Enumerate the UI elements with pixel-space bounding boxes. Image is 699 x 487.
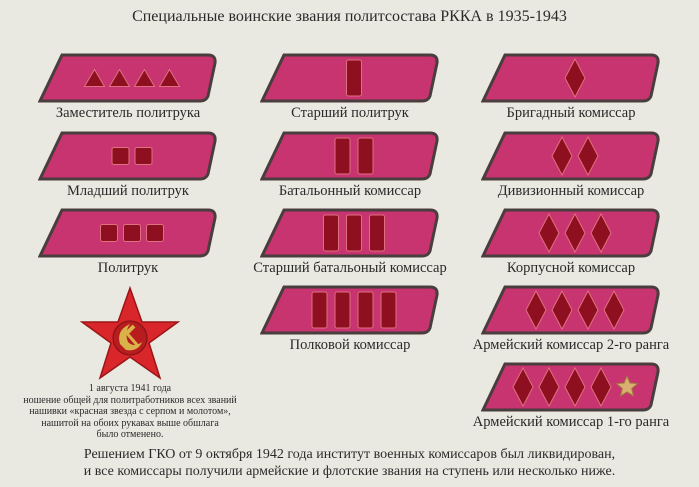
collar-tab-graphic: [481, 207, 661, 259]
rank-label: Младший политрук: [67, 183, 189, 199]
square-insignia-icon: [124, 225, 141, 242]
note-line: 1 августа 1941 года: [88, 383, 172, 394]
rect-insignia-icon: [347, 215, 362, 251]
collar-tab: [481, 130, 661, 182]
collar-tab-graphic: [260, 284, 440, 336]
rect-insignia-icon: [370, 215, 385, 251]
note-line: нашивки «красная звезда с серпом и молотом»,: [29, 406, 231, 417]
rect-insignia-icon: [335, 292, 350, 328]
collar-tab-graphic: [38, 207, 218, 259]
collar-tab-graphic: [260, 130, 440, 182]
rect-insignia-icon: [358, 292, 373, 328]
rank-label: Старший батальоный комиссар: [253, 260, 447, 276]
rank-label: Заместитель политрука: [55, 105, 201, 121]
collar-tab: [481, 207, 661, 259]
note-text: [0, 383, 260, 441]
red-star-sleeve-patch-icon: [80, 286, 180, 381]
rect-insignia-icon: [324, 215, 339, 251]
collar-tab: [260, 284, 440, 336]
bottom-caption: [0, 446, 699, 480]
square-insignia-icon: [135, 148, 152, 165]
rect-insignia-icon: [347, 60, 362, 96]
note-line: ношение общей для политработников всех званий: [23, 394, 237, 406]
square-insignia-icon: [147, 225, 164, 242]
page-title: Специальные воинские звания политсостава РККА в 1935-1943: [132, 8, 567, 25]
collar-tab: [38, 130, 218, 182]
rect-insignia-icon: [358, 138, 373, 174]
collar-tab: [260, 52, 440, 104]
rank-label: Армейский комиссар 1-го ранга: [472, 414, 670, 430]
collar-tab-graphic: [481, 52, 661, 104]
rank-label: Корпусной комиссар: [506, 260, 636, 276]
caption-line: и все комиссары получили армейские и флотские звания на ступень или несколько ниже.: [83, 464, 616, 479]
collar-tab: [481, 52, 661, 104]
rank-label: Батальонный комиссар: [278, 183, 422, 199]
collar-tab: [38, 52, 218, 104]
rank-label: Политрук: [97, 260, 159, 276]
rank-label: Старший политрук: [291, 105, 409, 121]
collar-tab: [260, 130, 440, 182]
collar-tab: [260, 207, 440, 259]
rect-insignia-icon: [381, 292, 396, 328]
rect-insignia-icon: [312, 292, 327, 328]
collar-tab-graphic: [481, 361, 661, 413]
square-insignia-icon: [101, 225, 118, 242]
collar-tab-graphic: [38, 130, 218, 182]
rank-label: Полковой комиссар: [289, 337, 411, 353]
rank-label: Бригадный комиссар: [506, 105, 636, 121]
collar-tab: [481, 361, 661, 413]
rank-label: Армейский комиссар 2-го ранга: [472, 337, 670, 353]
rect-insignia-icon: [335, 138, 350, 174]
collar-tab: [481, 284, 661, 336]
collar-tab-graphic: [481, 130, 661, 182]
collar-tab: [38, 207, 218, 259]
note-line: было отменено.: [96, 429, 164, 440]
rank-label: Дивизионный комиссар: [497, 183, 645, 199]
square-insignia-icon: [112, 148, 129, 165]
collar-tab-graphic: [260, 52, 440, 104]
collar-tab-graphic: [260, 207, 440, 259]
note-line: нашитой на обоих рукавах выше обшлага: [41, 417, 219, 429]
collar-tab-graphic: [38, 52, 218, 104]
caption-line: Решением ГКО от 9 октября 1942 года институт военных комиссаров был ликвидирован,: [83, 447, 616, 462]
collar-tab-graphic: [481, 284, 661, 336]
